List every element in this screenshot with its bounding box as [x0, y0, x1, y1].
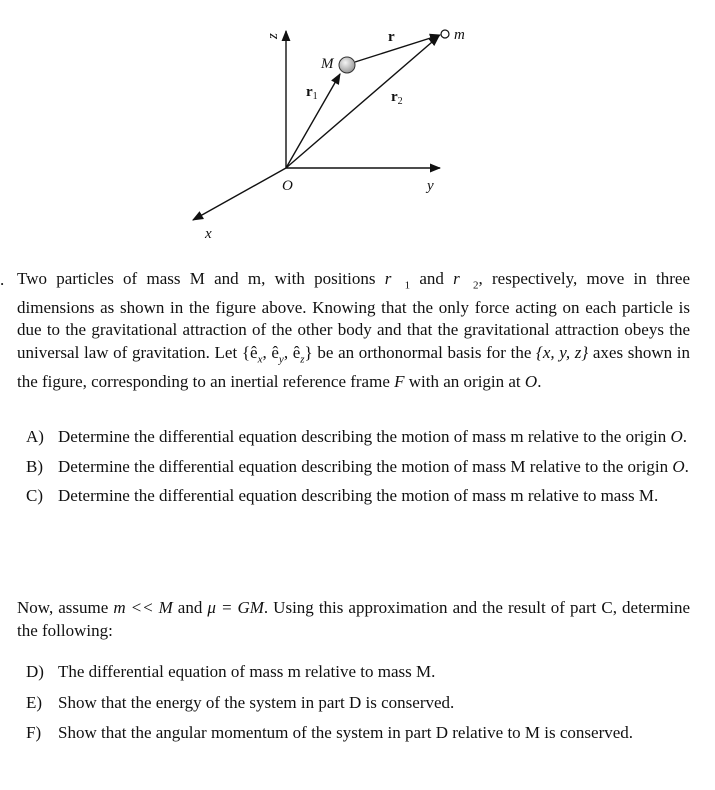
problem-statement: Two particles of mass M and m, with positions $r⃗_1$ and $r⃗_2$, respectively, move in three dimensions as shown in the figure above. Knowing that the only force acting on each particle is due to the gravitational attraction of the other body and that the gravitational attraction obeys the universal law of gravitation. Let {$ê_x$, $ê_y$, $ê_z$} be an orthonormal basis for the {x, y, z} axes shown in the figure, corresponding to an inertial reference frame F with an origin at O. [17, 269, 691, 391]
x-label: x [205, 226, 212, 242]
r2-label: $r_2$ [391, 89, 403, 107]
mass-M-label: M [321, 56, 334, 72]
parts-def [26, 661, 690, 745]
problem-number: . [0, 270, 5, 289]
r-vector [355, 35, 440, 62]
part-d: D) The differential equation of mass m relative to mass M. [26, 662, 436, 681]
coordinate-figure [0, 0, 715, 245]
y-label: y [427, 178, 434, 194]
r2-vector [286, 36, 439, 168]
mass-m-ball [441, 30, 449, 38]
origin-label: O [282, 178, 293, 194]
r1-label: $r_1$ [306, 84, 318, 102]
part-a: A) Determine the differential equation describing the motion of mass m relative to the origin O. [26, 427, 687, 446]
mass-m-label: m [454, 27, 465, 43]
part-f: F) Show that the angular momentum of the system in part D relative to M is conserved. [26, 723, 634, 742]
r-label: r [388, 29, 395, 45]
mass-M-ball [339, 57, 355, 73]
parts-abc [26, 426, 690, 508]
now-assume-paragraph: Now, assume m << M and μ = GM. Using this approximation and the result of part C, determine the following: [17, 598, 690, 640]
part-e: E) Show that the energy of the system in part D is conserved. [26, 692, 455, 712]
part-b: B) Determine the differential equation describing the motion of mass M relative to the origin O. [26, 456, 689, 476]
x-axis [193, 168, 286, 220]
r1-vector [286, 74, 340, 168]
z-label: z [265, 33, 281, 39]
part-c: C) Determine the differential equation describing the motion of mass m relative to mass M. [26, 486, 659, 505]
